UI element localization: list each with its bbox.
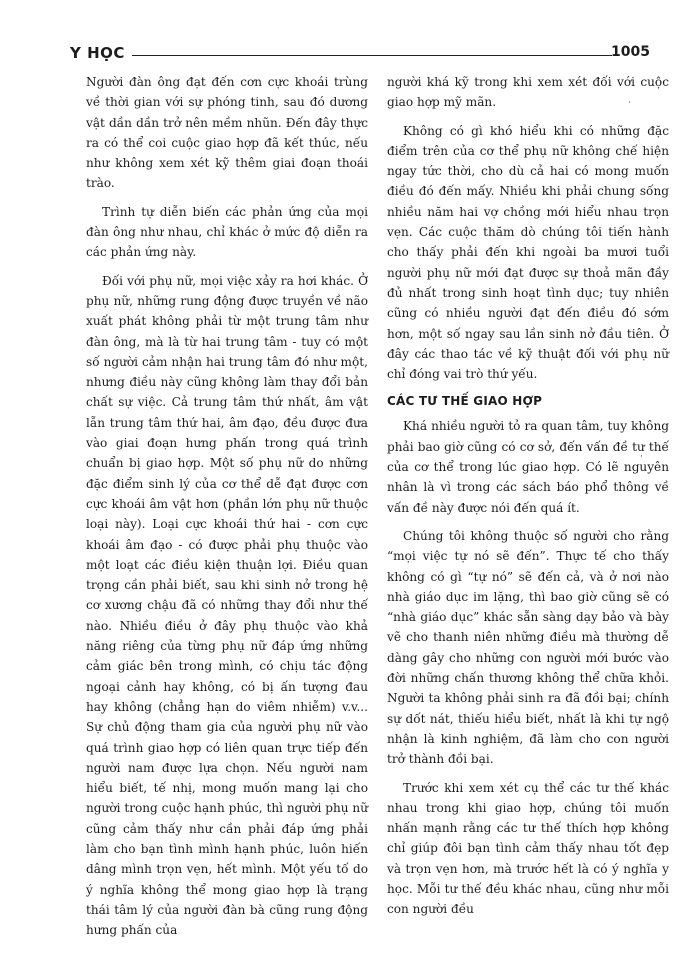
body-paragraph: Đối với phụ nữ, mọi việc xảy ra hơi khác. Ở phụ nữ, những rung động được truyền về não xuất phát không phải từ một trung tâm như đàn ông, mà là từ hai trung tâm - tuy có một số người cảm nhận hai trung tâm đó như một, nhưng điều này cũng không làm thay đổi bản chất sự việc. Cả trung tâm thứ nhất, âm vật lẫn trung tâm thứ hai, âm đạo, đều được đưa vào giai đoạn hưng phấn trong quá trình chuẩn bị giao hợp. Một số phụ nữ do những đặc điểm sinh lý của cơ thể dễ đạt được cơn cực khoái âm vật hơn (phần lớn phụ nữ thuộc loại này). Loại cực khoái thứ hai - cơn cực khoái âm đạo - có được phải phụ thuộc vào một loạt các điều kiện thuận lợi. Điều quan trọng cần phải biết, sau khi sinh nở trong hệ cơ xương chậu đã có những thay đổi như thế nào. Nhiều điều ở đây phụ thuộc vào khả năng riêng của từng phụ nữ đáp ứng những cảm giác bên trong mình, có chịu tác động ngoại cảnh hay không, có bị ấn tượng đau hay không (chẳng hạn do viêm nhiễm) v.v... Sự chủ động tham gia của người phụ nữ vào quá trình giao hợp có liên quan trực tiếp đến người nam được lựa chọn. Nếu người nam hiểu biết, tế nhị, mong muốn mang lại cho người trong cuộc hạnh phúc, thì người phụ nữ cũng cảm thấy như cần phải đáp ứng phải làm cho bạn tình mình hạnh phúc, luôn hiến dâng mình trọn vẹn, hết mình. Một yếu tố do ý nghĩa không thể mong giao hợp là trạng thái tâm lý của người đàn bà cũng rung động hưng phấn của xyxy=(86,273,368,938)
page-header xyxy=(70,44,650,64)
page-number: 1005 xyxy=(611,44,650,60)
body-paragraph: Không có gì khó hiểu khi có những đặc điểm trên của cơ thể phụ nữ không chế hiện ngay tức thời, cho dù cả hai có mong muốn điều đó đến mấy. Nhiều khi phải chung sống nhiều năm hai vợ chồng mới hiểu nhau trọn vẹn. Các cuộc thăm dò chúng tôi tiến hành cho thấy phải đến khi ngoài ba mươi tuổi người phụ nữ mới đạt được sự thoả mãn đầy đủ nhất trong sinh hoạt tình dục; tuy nhiên cũng có nhiều người đạt đến điều đó sớm hơn, một số ngay sau lần sinh nở đầu tiên. Ở đây các thao tác về kỹ thuật đối với phụ nữ chỉ đóng vai trò thứ yếu. xyxy=(387,123,669,382)
right-column xyxy=(387,72,669,928)
section-heading: CÁC TƯ THẾ GIAO HỢP xyxy=(387,394,543,409)
body-paragraph: Trình tự diễn biến các phản ứng của mọi đàn ông như nhau, chỉ khác ở mức độ diễn ra các phản ứng này. xyxy=(86,204,368,260)
left-column xyxy=(86,72,368,948)
running-title: Y HỌC xyxy=(70,44,125,62)
body-paragraph: Người đàn ông đạt đến cơn cực khoái trùng về thời gian với sự phóng tinh, sau đó dương vật dần dần trở nên mềm nhũn. Đến đây thực ra có thể coi cuộc giao hợp đã kết thúc, nếu như không xem xét kỹ thêm giai đoạn thoái trào. xyxy=(86,75,368,191)
header-rule xyxy=(132,55,612,56)
body-paragraph: Khá nhiều người tỏ ra quan tâm, tuy không phải bao giờ cũng có cơ sở, đến vấn đề tư thế của cơ thể trong lúc giao hợp. Có lẽ nguyên nhân là vì trong các sách báo phổ thông về vấn đề này được nói đến quá ít. xyxy=(387,419,669,515)
print-speck: · xyxy=(628,98,631,108)
body-paragraph: Trước khi xem xét cụ thể các tư thế khác nhau trong khi giao hợp, chúng tôi muốn nhấn mạnh rằng các tư thế thích hợp không chỉ giúp đôi bạn tình cảm thấy nhau tốt đẹp và trọn vẹn hơn, mà trước hết là có ý nghĩa y học. Mỗi tư thế đều khác nhau, cũng như mỗi con người đều xyxy=(387,780,669,917)
body-paragraph: Chúng tôi không thuộc số người cho rằng “mọi việc tự nó sẽ đến”. Thực tế cho thấy không có gì “tự nó” sẽ đến cả, và ở nơi nào nhà giáo dục im lặng, thì bao giờ cũng sẽ có “nhà giáo dục” khác sẵn sàng dạy bảo và bày vẽ cho thanh niên những điều mà thường dễ dàng gây cho những con người mới bước vào đời những chấn thương không thể chữa khỏi. Người ta không phải sinh ra đã đồi bại; chính sự dốt nát, thiếu hiểu biết, nhất là khi tự ngộ nhận là kinh nghiệm, đã làm cho con người trở thành đồi bại. xyxy=(387,528,669,767)
body-paragraph: người khá kỹ trong khi xem xét đối với cuộc giao hợp mỹ mãn. xyxy=(387,75,669,110)
print-speck: · xyxy=(640,452,643,462)
